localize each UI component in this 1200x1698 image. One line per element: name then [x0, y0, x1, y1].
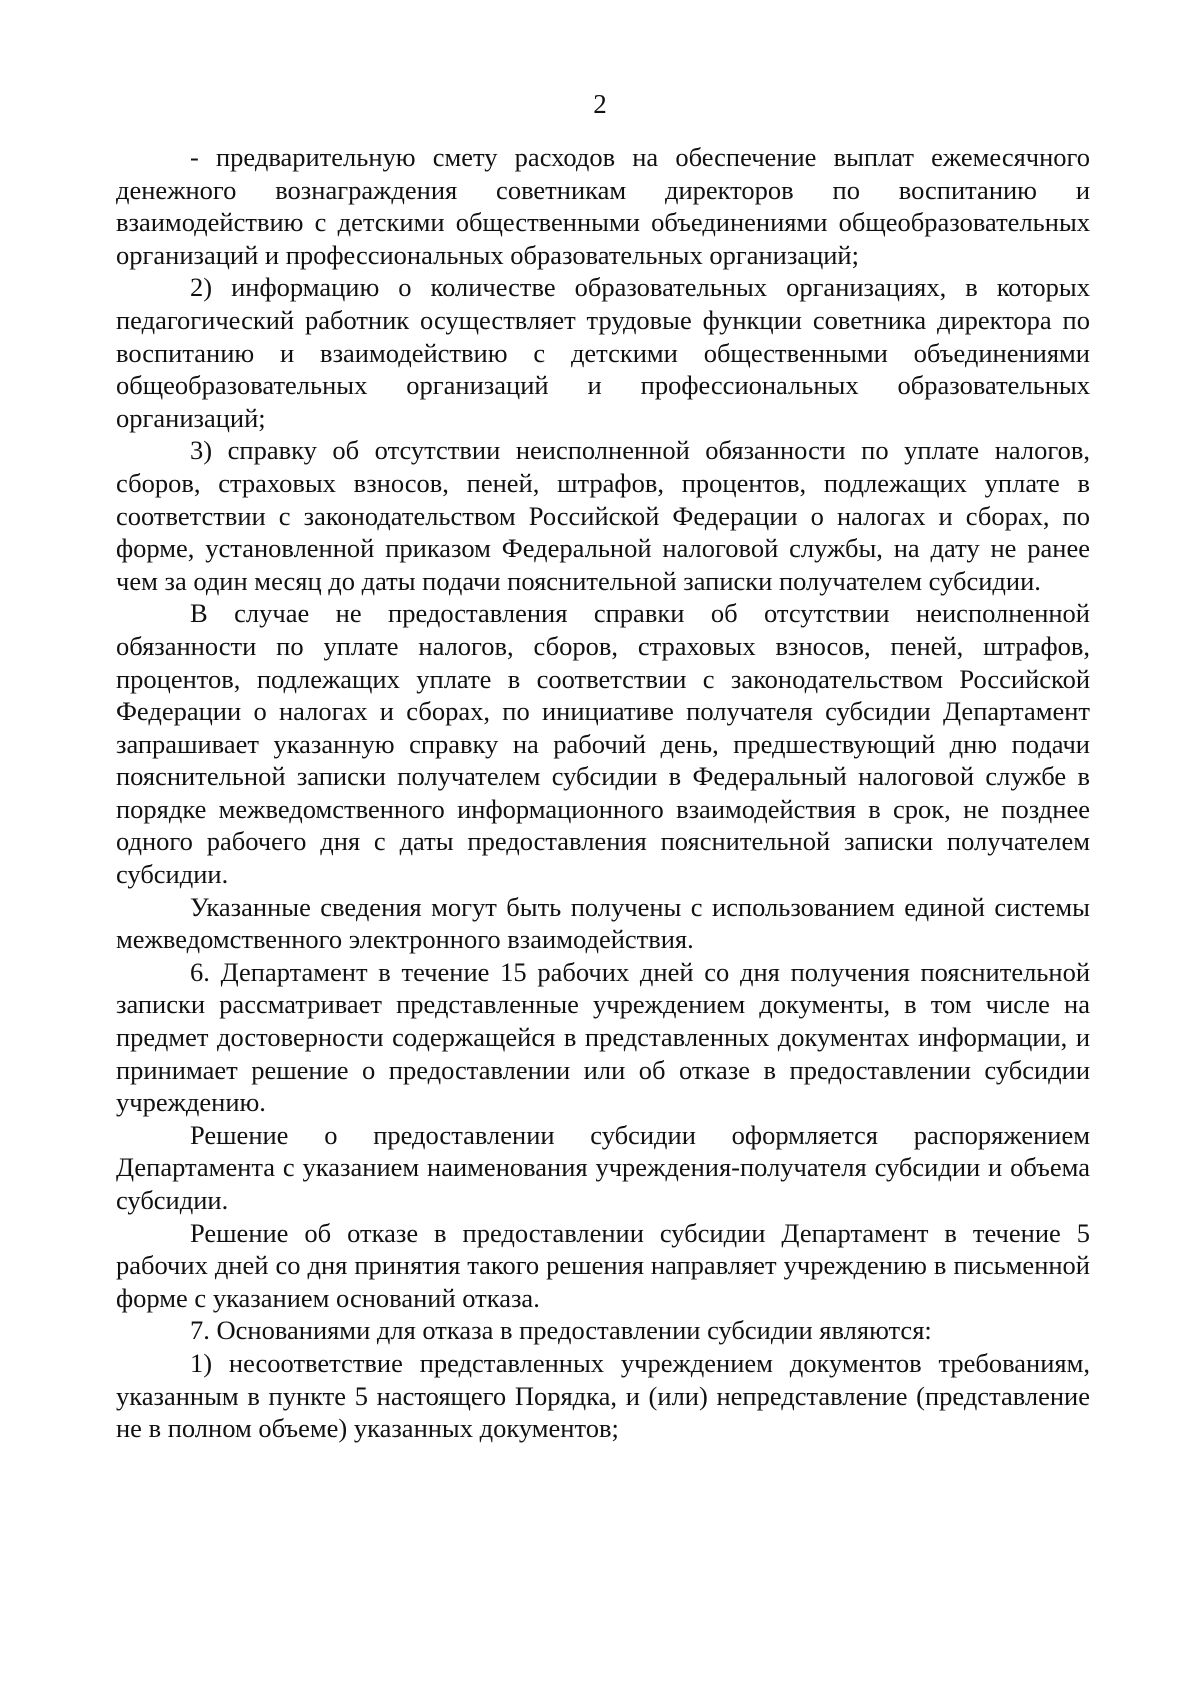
page-number: 2 — [593, 89, 607, 119]
paragraph-item-3-tax-certificate: 3) справку об отсутствии неисполненной обязанности по уплате налогов, сборов, страховых взносов, пеней, штрафов, процентов, подлежащих уплате в соответствии с законодательством Российской Федерации о налогах и сборах, по форме, установленной приказом Федеральной налоговой службы, на дату не ранее чем за один месяц до даты подачи пояснительной записки получателем субсидии. — [116, 435, 1090, 596]
paragraph-decision-refusal: Решение об отказе в предоставлении субсидии Департамент в течение 5 рабочих дней со дня принятия такого решения направляет учреждению в письменной форме с указанием оснований отказа. — [116, 1217, 1090, 1313]
paragraph-budget-estimate: - предварительную смету расходов на обеспечение выплат ежемесячного денежного вознаграждения советникам директоров по воспитанию и взаимодействию с детскими общественными объединениями общеобразовательных организаций и профессиональных образовательных организаций; — [116, 142, 1090, 270]
paragraph-ground-1-mismatch: 1) несоответствие представленных учреждением документов требованиям, указанным в пункте 5 настоящего Порядка, и (или) непредставление (представление не в полном объеме) указанных документов; — [116, 1347, 1090, 1444]
paragraph-electronic-interaction: Указанные сведения могут быть получены с использованием единой системы межведомственного электронного взаимодействия. — [116, 891, 1090, 955]
paragraph-item-6-review: 6. Департамент в течение 15 рабочих дней со дня получения пояснительной записки рассматривает представленные учреждением документы, в том числе на предмет достоверности содержащейся в представленных документах информации, и принимает решение о предоставлении или об отказе в предоставлении субсидии учреждению. — [116, 956, 1090, 1118]
paragraph-item-7-grounds: 7. Основаниями для отказа в предоставлении субсидии являются: — [190, 1315, 932, 1346]
document-body — [116, 141, 1090, 1445]
paragraph-certificate-request: В случае не предоставления справки об отсутствии неисполненной обязанности по уплате налогов, сборов, страховых взносов, пеней, штрафов, процентов, подлежащих уплате в соответствии с законодательством Российской Федерации о налогах и сборах, по инициативе получателя субсидии Департамент запрашивает указанную справку на рабочий день, предшествующий дню подачи пояснительной записки получателем субсидии в Федеральный налоговой службе в порядке межведомственного информационного взаимодействия в срок, не позднее одного рабочего дня с даты предоставления пояснительной записки получателем субсидии. — [116, 598, 1090, 890]
paragraph-item-2-information: 2) информацию о количестве образовательных организациях, в которых педагогический работник осуществляет трудовые функции советника директора по воспитанию и взаимодействию с детскими общественными объединениями общеобразовательных организаций и профессиональных образовательных организаций; — [116, 272, 1090, 433]
paragraph-decision-grant: Решение о предоставлении субсидии оформляется распоряжением Департамента с указанием наименования учреждения-получателя субсидии и объема субсидии. — [116, 1119, 1090, 1215]
